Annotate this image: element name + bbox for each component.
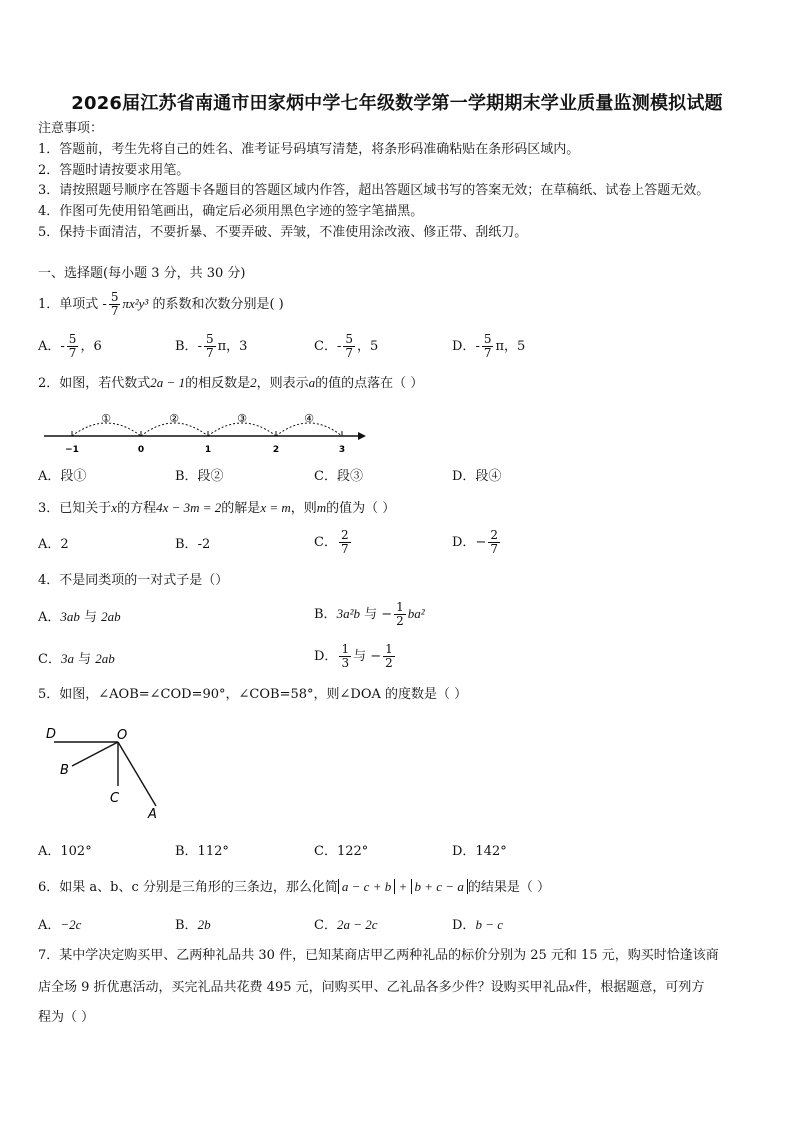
option-a[interactable] [38, 333, 102, 360]
question-text: 如图，∠AOB=∠COD=90°，∠COB=58°，则∠DOA 的度数是（ ） [59, 687, 468, 702]
option-b[interactable]: B．112° [175, 844, 229, 859]
option-label: C． [314, 535, 337, 550]
option-d[interactable]: D．段④ [452, 469, 502, 484]
question-text: 的方程 [117, 501, 157, 516]
math-expression: πx²y³ [122, 296, 149, 311]
option-text: 与 − [353, 649, 382, 664]
fraction [482, 333, 494, 360]
math-expression: 2b [197, 917, 211, 932]
question-text: 不是同类项的一对式子是（） [59, 573, 229, 588]
option-c[interactable]: C．122° [314, 844, 369, 859]
option-label: B． [314, 607, 337, 622]
fraction [339, 529, 351, 556]
option-text: 与 [73, 652, 96, 667]
numerator: 5 [345, 332, 353, 346]
tick-label: 3 [338, 445, 346, 455]
fraction [343, 333, 355, 360]
question-text: 如图，若代数式 [59, 376, 151, 391]
sign: - [60, 339, 65, 354]
question-text: 的系数和次数分别是( ) [148, 297, 284, 312]
math-expression: 2ab [101, 609, 121, 624]
question-text: 件，根据题意，可列方 [574, 980, 705, 995]
question-7-line: 7．某中学决定购买甲、乙两种礼品共 30 件，已知某商店甲乙两种礼品的标价分别为 25 元和 15 元，购买时恰逢该商 [38, 948, 719, 963]
question-text: 的值的点落在（ ） [315, 376, 424, 391]
fraction [383, 643, 395, 670]
denominator: 7 [483, 346, 492, 360]
math-variable: a [308, 375, 316, 390]
question-1 [38, 291, 284, 318]
numerator: 5 [110, 290, 119, 304]
tick-label: −1 [65, 445, 79, 455]
option-a[interactable] [38, 917, 81, 934]
denominator: 7 [205, 346, 214, 360]
segment-label: ③ [237, 412, 247, 425]
segment-label: ② [169, 412, 179, 425]
option-label: D． [314, 649, 338, 664]
denominator: 7 [490, 542, 498, 556]
notice-item: 4．作图可先使用铅笔画出，确定后必须用黑色字迹的签字笔描黑。 [38, 204, 424, 219]
question-text: 的值为（ ） [326, 501, 396, 516]
question-4 [38, 573, 228, 589]
denominator: 7 [340, 542, 349, 556]
angle-figure [40, 722, 165, 822]
option-d[interactable] [452, 917, 503, 934]
label-b: B [60, 763, 69, 778]
segment-label: ① [101, 412, 111, 425]
absolute-value: a − c + b [338, 879, 395, 894]
math-variable: x [111, 500, 118, 515]
option-label: B． [175, 918, 198, 933]
denominator: 7 [345, 346, 353, 360]
question-number: 2． [38, 376, 60, 391]
numerator: 1 [385, 642, 393, 656]
notice-item: 5．保持卡面清洁，不要折暴、不要弄破、弄皱，不准使用涂改液、修正带、刮纸刀。 [38, 225, 528, 240]
notice-item: 2．答题时请按要求用笔。 [38, 163, 190, 178]
question-text: ，则表示 [256, 376, 309, 391]
fraction [394, 601, 406, 628]
tick-label: 0 [137, 445, 145, 455]
option-label: D． [452, 535, 476, 550]
math-expression: x = m [260, 500, 291, 515]
option-d[interactable]: D．142° [452, 844, 507, 859]
option-label: B． [175, 537, 198, 552]
fraction [339, 643, 351, 670]
option-b[interactable] [314, 601, 425, 628]
math-expression: 4x − 3m = 2 [156, 500, 222, 515]
denominator: 2 [396, 614, 404, 628]
option-c[interactable] [314, 333, 378, 360]
notice-item: 1．答题前，考生先将自己的姓名、准考证号码填写清楚，将条形码准确粘贴在条形码区域内。 [38, 142, 580, 157]
math-operator: + [395, 879, 411, 894]
question-text: 的解是 [221, 501, 261, 516]
option-rest: ，5 [357, 339, 379, 354]
option-a[interactable]: A．段① [38, 469, 87, 484]
segment-label: ④ [304, 412, 314, 425]
tick-label: 1 [204, 445, 212, 455]
ray-oa [118, 742, 156, 806]
option-c[interactable] [314, 529, 353, 556]
option-label: A． [38, 339, 61, 354]
option-value: -2 [197, 537, 211, 552]
fraction [204, 333, 216, 360]
option-value: 2 [60, 537, 69, 552]
option-rest: ，6 [80, 339, 102, 354]
question-number: 3． [38, 501, 60, 516]
sign: − [475, 535, 487, 550]
math-expression: 3a [60, 651, 74, 666]
option-c[interactable] [38, 651, 115, 668]
question-text: 已知关于 [59, 501, 112, 516]
sign: - [336, 339, 342, 354]
option-label: C． [314, 918, 337, 933]
option-label: C． [38, 652, 61, 667]
fraction [109, 291, 121, 318]
math-expression: 3a²b [336, 606, 360, 621]
option-c[interactable]: C．段③ [314, 469, 363, 484]
label-d: D [46, 727, 57, 742]
option-text: 与 [79, 610, 102, 625]
option-d[interactable] [452, 333, 525, 360]
math-expression: 2a − 1 [150, 375, 186, 390]
question-number: 4． [38, 573, 60, 588]
numerator: 5 [205, 332, 214, 346]
numerator: 5 [68, 332, 77, 346]
question-text: 店全场 9 折优惠活动，买完礼品共花费 495 元，问购买甲、乙礼品各多少件？设购买甲礼品 [38, 980, 569, 995]
question-2 [38, 375, 423, 392]
option-b[interactable] [175, 917, 211, 934]
number-line-figure [40, 402, 370, 458]
option-b[interactable]: B．段② [175, 469, 224, 484]
math-variable: x [568, 979, 575, 994]
math-expression: 3ab [60, 609, 80, 624]
denominator: 2 [385, 656, 393, 670]
question-6 [38, 879, 550, 896]
numerator: 2 [340, 528, 349, 542]
option-label: C． [314, 339, 337, 354]
option-c[interactable] [314, 917, 378, 934]
option-rest: π，3 [217, 339, 248, 354]
question-text: 的相反数是 [185, 376, 251, 391]
option-b[interactable] [175, 537, 210, 553]
denominator: 7 [68, 346, 77, 360]
fraction [67, 333, 79, 360]
option-rest: π，5 [495, 339, 526, 354]
numerator: 1 [396, 600, 404, 614]
option-b[interactable] [175, 333, 247, 360]
numerator: 1 [341, 642, 350, 656]
tick-label: 2 [272, 445, 280, 455]
fraction [488, 529, 500, 556]
denominator: 3 [341, 656, 350, 670]
numerator: 5 [483, 332, 492, 346]
question-number: 1． [38, 297, 60, 312]
question-3 [38, 500, 395, 517]
math-expression: −2c [60, 917, 82, 932]
absolute-value: b + c − a [411, 879, 468, 894]
page-title: 2026届江苏省南通市田家炳中学七年级数学第一学期期末学业质量监测模拟试题 [71, 93, 723, 114]
sign: - [475, 339, 480, 354]
question-text: 如果 a、b、c 分别是三角形的三条边，那么化简 [59, 880, 338, 895]
ray-ob [72, 742, 118, 766]
notice-heading: 注意事项： [38, 121, 104, 136]
sign: - [197, 339, 202, 354]
math-expression: 2ab [95, 651, 115, 666]
option-a[interactable] [38, 537, 69, 553]
question-text: 单项式 - [59, 297, 107, 312]
option-d[interactable] [452, 529, 502, 556]
question-7-line: 程为（ ） [38, 1010, 95, 1025]
arrow-head-icon [358, 432, 366, 440]
math-expression: 2a − 2c [336, 917, 378, 932]
question-number: 5． [38, 687, 60, 702]
math-expression: ba² [407, 606, 425, 621]
question-7-line [38, 979, 704, 996]
option-label: A． [38, 610, 61, 625]
option-d[interactable] [314, 643, 397, 670]
notice-item: 3．请按照题号顺序在答题卡各题目的答题区域内作答，超出答题区域书写的答案无效；在草稿纸、试卷上答题无效。 [38, 183, 710, 198]
question-5 [38, 687, 467, 703]
denominator: 7 [110, 304, 119, 318]
section-heading: 一、选择题(每小题 3 分，共 30 分) [38, 266, 246, 281]
option-a[interactable]: A．102° [38, 844, 92, 859]
option-a[interactable] [38, 609, 121, 626]
label-a: A [148, 807, 157, 822]
question-number: 6． [38, 880, 60, 895]
option-label: B． [175, 339, 198, 354]
option-label: A． [38, 918, 61, 933]
option-label: A． [38, 537, 61, 552]
label-o: O [117, 728, 128, 743]
math-value: 2 [250, 375, 257, 390]
question-text: ，则 [290, 501, 317, 516]
option-text: 与 − [359, 607, 393, 622]
option-label: D． [452, 918, 476, 933]
numerator: 2 [490, 528, 498, 542]
math-variable: m [316, 500, 327, 515]
option-label: D． [452, 339, 476, 354]
label-c: C [110, 791, 120, 806]
question-text: 的结果是（ ） [467, 880, 550, 895]
math-expression: b − c [475, 917, 503, 932]
